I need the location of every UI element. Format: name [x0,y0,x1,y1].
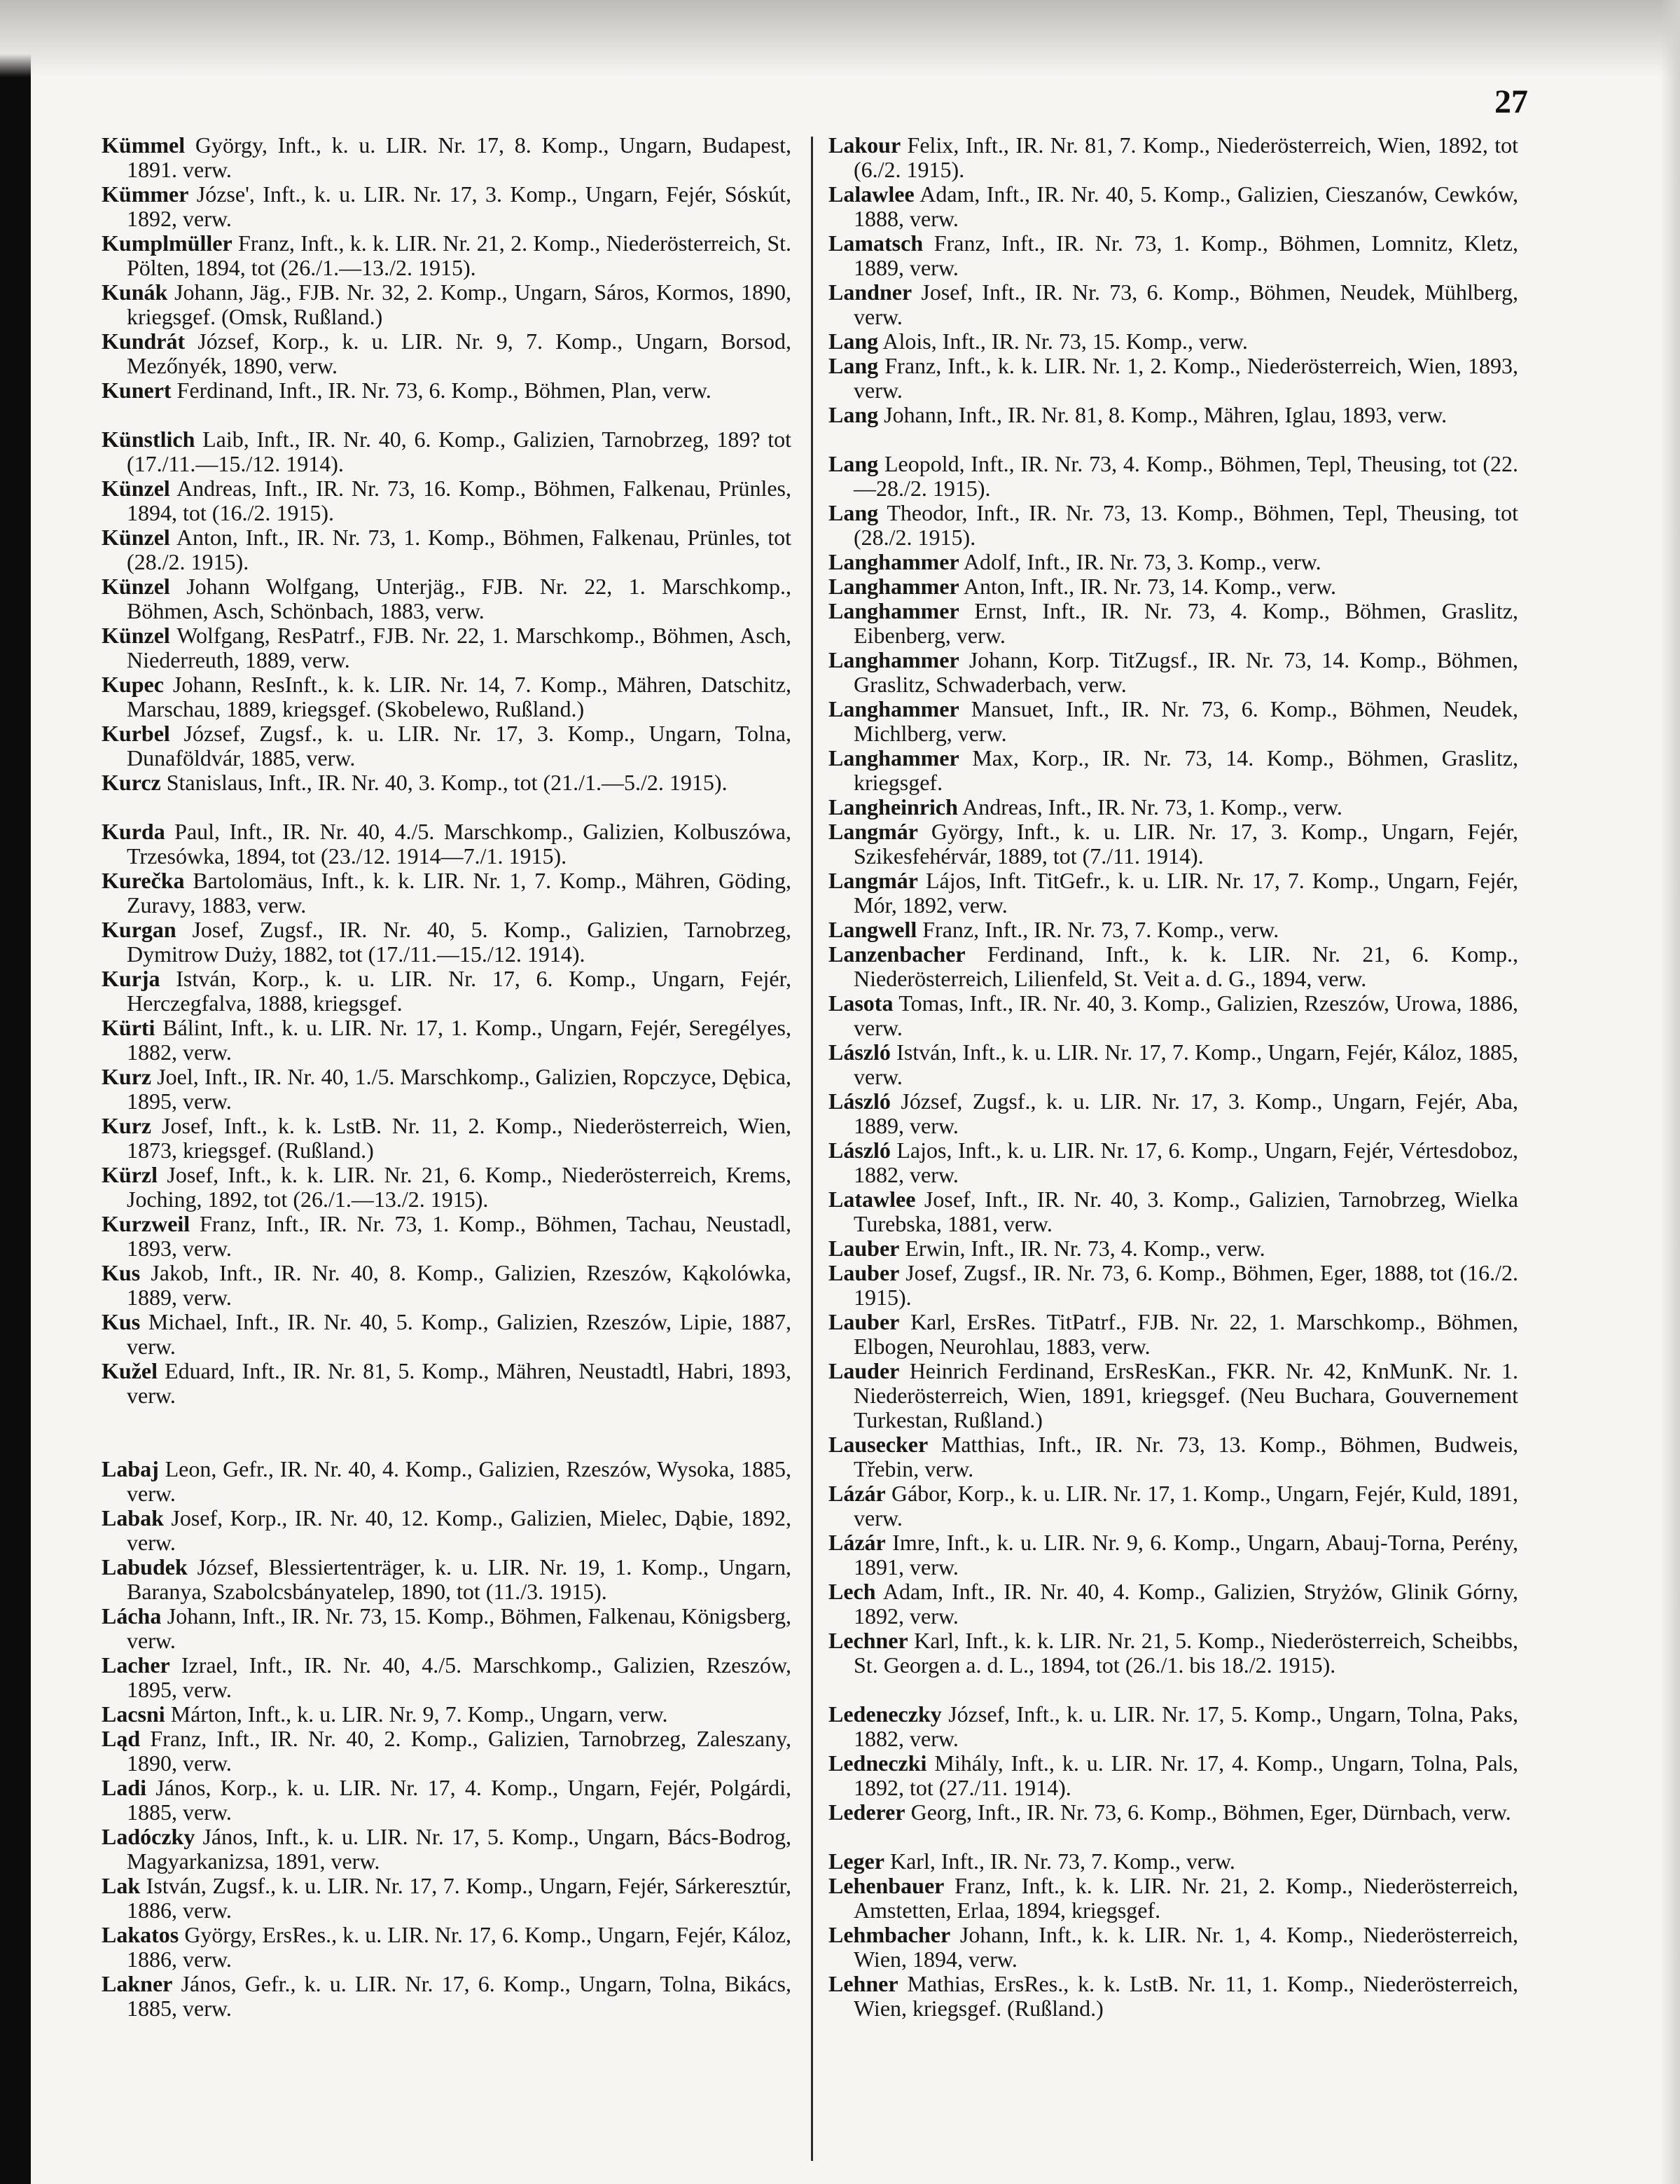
entry-surname: Lang [828,354,879,378]
entry-details: Adolf, Inft., IR. Nr. 73, 3. Komp., verw. [963,550,1321,574]
left-column [102,133,791,2021]
register-entry [102,525,791,574]
entry-details: Matthias, Inft., IR. Nr. 73, 13. Komp., Böhmen, Budweis, Třebin, verw. [854,1432,1518,1481]
entry-surname: Lamatsch [828,231,924,256]
entry-details: Andreas, Inft., IR. Nr. 73, 1. Komp., verw. [962,795,1342,820]
entry-details: Anton, Inft., IR. Nr. 73, 14. Komp., verw. [963,574,1336,599]
register-entry [828,991,1518,1040]
entry-details: Márton, Inft., k. u. LIR. Nr. 9, 7. Komp., Ungarn, verw. [170,1702,668,1727]
register-entry [828,1972,1518,2021]
register-entry [102,1653,791,1702]
entry-surname: Lak [102,1874,141,1898]
register-entry [828,697,1518,746]
entry-surname: Kurbel [102,721,170,746]
scan-top-shadow [0,0,1680,77]
entry-surname: Langwell [828,918,917,942]
register-entry [828,1310,1518,1359]
entry-surname: Lauber [828,1236,900,1261]
register-entry [828,1923,1518,1972]
register-entry [102,820,791,869]
scan-binding-edge [0,0,31,2184]
entry-details: Ferdinand, Inft., IR. Nr. 73, 6. Komp., Böhmen, Plan, verw. [176,378,711,403]
entry-details: Anton, Inft., IR. Nr. 73, 1. Komp., Böhmen, Falkenau, Prünles, tot (28./2. 1915). [127,525,791,574]
entry-details: Karl, ErsRes. TitPatrf., FJB. Nr. 22, 1. Marschkomp., Böhmen, Elbogen, Neurohlau, 1883, verw. [854,1310,1518,1359]
register-entry [828,1874,1518,1923]
entry-details: Ferdinand, Inft., k. k. LIR. Nr. 21, 6. Komp., Niederösterreich, Lilienfeld, St. Veit a. d. G., 1894, verw. [854,942,1518,991]
entry-surname: Leger [828,1849,884,1874]
entry-surname: Kürti [102,1016,155,1040]
entry-details: Eduard, Inft., IR. Nr. 81, 5. Komp., Mähren, Neustadtl, Habri, 1893, verw. [127,1359,791,1408]
entry-details: György, ErsRes., k. u. LIR. Nr. 17, 6. Komp., Ungarn, Fejér, Káloz, 1886, verw. [127,1923,791,1972]
register-entry [102,1016,791,1065]
entry-details: Bálint, Inft., k. u. LIR. Nr. 17, 1. Komp., Ungarn, Fejér, Seregélyes, 1882, verw. [127,1016,791,1065]
register-entry [828,133,1518,182]
entry-details: Ernst, Inft., IR. Nr. 73, 4. Komp., Böhmen, Graslitz, Eibenberg, verw. [854,599,1518,648]
entry-details: Theodor, Inft., IR. Nr. 73, 13. Komp., Böhmen, Tepl, Theusing, tot (28./2. 1915). [854,501,1518,550]
entry-surname: Kürzl [102,1163,158,1187]
register-entry [828,1580,1518,1629]
entry-details: Karl, Inft., k. k. LIR. Nr. 21, 5. Komp., Niederösterreich, Scheibbs, St. Georgen a. d. L., 1894, tot (26./1. bis 18./2. 1915). [854,1629,1518,1678]
register-entry [828,599,1518,648]
entry-surname: Langheinrich [828,795,958,820]
entry-details: Gábor, Korp., k. u. LIR. Nr. 17, 1. Komp., Ungarn, Fejér, Kuld, 1891, verw. [854,1481,1518,1530]
entry-details: Joel, Inft., IR. Nr. 40, 1./5. Marschkomp., Galizien, Ropczyce, Dębica, 1895, verw. [127,1065,791,1114]
entry-surname: László [828,1040,891,1065]
entry-details: Stanislaus, Inft., IR. Nr. 40, 3. Komp., tot (21./1.—5./2. 1915). [166,770,728,795]
register-entry [102,770,791,820]
register-entry [828,182,1518,231]
entry-details: Johann, Jäg., FJB. Nr. 32, 2. Komp., Ungarn, Sáros, Kormos, 1890, kriegsgef. (Omsk, Rußland.) [127,280,791,329]
register-entry [828,1751,1518,1800]
entry-surname: Kundrát [102,329,186,354]
register-entry [828,1261,1518,1310]
entry-details: János, Gefr., k. u. LIR. Nr. 17, 6. Komp., Ungarn, Tolna, Bikács, 1885, verw. [127,1972,791,2021]
entry-details: Franz, Inft., k. k. LIR. Nr. 1, 2. Komp., Niederösterreich, Wien, 1893, verw. [854,354,1518,403]
entry-surname: Lauber [828,1310,900,1334]
register-entry [828,746,1518,795]
entry-surname: Künzel [102,574,170,599]
entry-surname: Künstlich [102,427,195,452]
register-entry [102,476,791,525]
entry-details: Josef, Inft., k. k. LIR. Nr. 21, 6. Komp., Niederösterreich, Krems, Joching, 1892, tot (26./1.—13./2. 1915). [127,1163,791,1212]
entry-details: Josef, Zugsf., IR. Nr. 73, 6. Komp., Böhmen, Eger, 1888, tot (16./2. 1915). [854,1261,1518,1310]
register-entry [102,1065,791,1114]
entry-details: Lájos, Inft. TitGefr., k. u. LIR. Nr. 17, 7. Komp., Ungarn, Fejér, Mór, 1892, verw. [854,869,1518,918]
entry-surname: Langhammer [828,550,959,574]
entry-details: István, Korp., k. u. LIR. Nr. 17, 6. Komp., Ungarn, Fejér, Herczegfalva, 1888, kriegsgef. [127,967,791,1016]
entry-details: Johann, ResInft., k. k. LIR. Nr. 14, 7. Komp., Mähren, Datschitz, Marschau, 1889, kriegsgef. (Skobelewo, Rußland.) [127,672,791,721]
entry-surname: Kurzweil [102,1212,190,1236]
entry-surname: Labak [102,1506,164,1530]
entry-details: József, Zugsf., k. u. LIR. Nr. 17, 3. Komp., Ungarn, Tolna, Dunaföldvár, 1885, verw. [127,721,791,770]
register-entry [828,869,1518,918]
entry-surname: Lehenbauer [828,1874,945,1898]
entry-surname: Künzel [102,623,170,648]
entry-details: Lajos, Inft., k. u. LIR. Nr. 17, 6. Komp., Ungarn, Fejér, Vértesdoboz, 1882, verw. [854,1138,1518,1187]
entry-surname: Ląd [102,1727,141,1751]
entry-surname: Langhammer [828,648,959,672]
scan-right-shadow [1660,0,1680,2184]
entry-details: Franz, Inft., IR. Nr. 73, 1. Komp., Böhmen, Lomnitz, Kletz, 1889, verw. [854,231,1518,280]
entry-surname: Kus [102,1261,141,1285]
entry-details: Josef, Inft., IR. Nr. 40, 3. Komp., Galizien, Tarnobrzeg, Wielka Turebska, 1881, verw. [854,1187,1518,1236]
entry-surname: Lakour [828,133,901,158]
entry-surname: Kumplmüller [102,231,232,256]
register-entry [102,378,791,427]
entry-surname: Lehmbacher [828,1923,951,1947]
entry-surname: Kurcz [102,770,161,795]
entry-details: József, Blessiertenträger, k. u. LIR. Nr. 19, 1. Komp., Ungarn, Baranya, Szabolcsbányatelep, 1890, tot (11./3. 1915). [127,1555,791,1604]
entry-surname: Lanzenbacher [828,942,966,967]
entry-surname: Langhammer [828,697,959,721]
entry-details: Felix, Inft., IR. Nr. 81, 7. Komp., Niederösterreich, Wien, 1892, tot (6./2. 1915). [854,133,1518,182]
entry-surname: Kužel [102,1359,158,1383]
entry-surname: Langhammer [828,746,959,770]
entry-surname: Lacsni [102,1702,165,1727]
entry-details: Leopold, Inft., IR. Nr. 73, 4. Komp., Böhmen, Tepl, Theusing, tot (22.—28./2. 1915). [854,452,1518,501]
register-entry [828,550,1518,574]
column-divider [811,137,813,2161]
entry-details: Mansuet, Inft., IR. Nr. 73, 6. Komp., Böhmen, Neudek, Michlberg, verw. [854,697,1518,746]
entry-details: Johann Wolfgang, Unterjäg., FJB. Nr. 22, 1. Marschkomp., Böhmen, Asch, Schönbach, 1883, verw. [127,574,791,623]
entry-details: Johann, Korp. TitZugsf., IR. Nr. 73, 14. Komp., Böhmen, Graslitz, Schwaderbach, verw. [854,648,1518,697]
entry-details: Johann, Inft., k. k. LIR. Nr. 1, 4. Komp., Niederösterreich, Wien, 1894, verw. [854,1923,1518,1972]
register-entry [828,1187,1518,1236]
entry-surname: Lehner [828,1972,898,1996]
entry-details: Josef, Inft., k. k. LstB. Nr. 11, 2. Komp., Niederösterreich, Wien, 1873, kriegsgef. (Rußland.) [127,1114,791,1163]
entry-details: Mihály, Inft., k. u. LIR. Nr. 17, 4. Komp., Ungarn, Tolna, Pals, 1892, tot (27./11. 1914). [854,1751,1518,1800]
entry-surname: Latawlee [828,1187,916,1212]
entry-surname: Lázár [828,1481,886,1506]
register-entry [102,672,791,721]
entry-surname: Kunert [102,378,172,403]
entry-details: Josef, Inft., IR. Nr. 73, 6. Komp., Böhmen, Neudek, Mühlberg, verw. [854,280,1518,329]
entry-surname: Langmár [828,869,918,893]
entry-surname: Kurz [102,1114,152,1138]
register-entry [102,231,791,280]
entry-surname: Lakatos [102,1923,179,1947]
register-entry [102,133,791,182]
register-entry [828,231,1518,280]
register-entry [828,1800,1518,1849]
entry-details: János, Inft., k. u. LIR. Nr. 17, 5. Komp., Ungarn, Bács-Bodrog, Magyarkanizsa, 1891, verw. [127,1825,791,1874]
register-entry [828,1089,1518,1138]
entry-surname: László [828,1138,891,1163]
entry-details: Adam, Inft., IR. Nr. 40, 4. Komp., Galizien, Stryżów, Glinik Górny, 1892, verw. [854,1580,1518,1629]
entry-details: István, Inft., k. u. LIR. Nr. 17, 7. Komp., Ungarn, Fejér, Káloz, 1885, verw. [854,1040,1518,1089]
entry-details: Heinrich Ferdinand, ErsResKan., FKR. Nr. 42, KnMunK. Nr. 1. Niederösterreich, Wien, 1891, kriegsgef. (Neu Buchara, Gouvernement Turkestan, Rußland.) [854,1359,1518,1432]
register-entry [828,648,1518,697]
entry-surname: Ladi [102,1776,147,1800]
entry-surname: Lalawlee [828,182,915,207]
register-entry [828,1040,1518,1089]
entry-surname: Labaj [102,1457,159,1481]
entry-surname: Lechner [828,1629,908,1653]
page-number: 27 [1494,83,1528,120]
entry-details: Georg, Inft., IR. Nr. 73, 6. Komp., Böhmen, Eger, Dürnbach, verw. [910,1800,1511,1825]
register-entry [102,1702,791,1727]
register-entry [828,1432,1518,1481]
register-entry [102,1874,791,1923]
register-entry [102,869,791,918]
entry-surname: Lederer [828,1800,905,1825]
entry-surname: Ledneczki [828,1751,927,1776]
register-entry [828,1629,1518,1702]
entry-surname: Kurgan [102,918,176,942]
entry-surname: Lácha [102,1604,162,1629]
entry-details: József, Zugsf., k. u. LIR. Nr. 17, 3. Komp., Ungarn, Fejér, Aba, 1889, verw. [854,1089,1518,1138]
entry-surname: Ladóczky [102,1825,195,1849]
entry-surname: Lakner [102,1972,173,1996]
register-entry [102,1727,791,1776]
register-entry [102,1825,791,1874]
register-entry [828,1481,1518,1530]
entry-details: Johann, Inft., IR. Nr. 73, 15. Komp., Böhmen, Falkenau, Königsberg, verw. [127,1604,791,1653]
register-entry [828,1359,1518,1432]
entry-surname: Kunák [102,280,168,305]
entry-surname: Kus [102,1310,141,1334]
register-entry [828,280,1518,329]
entry-surname: Kümmer [102,182,189,207]
register-entry [828,918,1518,942]
entry-surname: Lauder [828,1359,900,1383]
register-entry [102,1310,791,1359]
register-entry [828,1702,1518,1751]
entry-details: József, Korp., k. u. LIR. Nr. 9, 7. Komp., Ungarn, Borsod, Mezőnyék, 1890, verw. [127,329,791,378]
entry-surname: Künzel [102,476,170,501]
entry-surname: Landner [828,280,912,305]
entry-details: Franz, Inft., IR. Nr. 73, 7. Komp., verw. [922,918,1279,942]
entry-details: Józse', Inft., k. u. LIR. Nr. 17, 3. Komp., Ungarn, Fejér, Sóskút, 1892, verw. [127,182,791,231]
register-entry [102,1457,791,1506]
register-entry [102,1776,791,1825]
register-entry [828,1849,1518,1874]
entry-details: Laib, Inft., IR. Nr. 40, 6. Komp., Galizien, Tarnobrzeg, 189? tot (17./11.—15./12. 1914). [127,427,791,476]
entry-details: Josef, Zugsf., IR. Nr. 40, 5. Komp., Galizien, Tarnobrzeg, Dymitrow Duży, 1882, tot (17./11.—15./12. 1914). [127,918,791,967]
entry-surname: Lausecker [828,1432,929,1457]
entry-details: Tomas, Inft., IR. Nr. 40, 3. Komp., Galizien, Rzeszów, Urowa, 1886, verw. [854,991,1518,1040]
entry-details: Max, Korp., IR. Nr. 73, 14. Komp., Böhmen, Graslitz, kriegsgef. [854,746,1518,795]
register-entry [102,1261,791,1310]
register-entry [102,1359,791,1408]
entry-details: Bartolomäus, Inft., k. k. LIR. Nr. 1, 7. Komp., Mähren, Göding, Zuravy, 1883, verw. [127,869,791,918]
entry-surname: Lang [828,452,879,476]
entry-surname: Kurečka [102,869,185,893]
entry-details: Erwin, Inft., IR. Nr. 73, 4. Komp., verw. [905,1236,1265,1261]
entry-details: Michael, Inft., IR. Nr. 40, 5. Komp., Galizien, Rzeszów, Lipie, 1887, verw. [127,1310,791,1359]
register-entry [102,574,791,623]
entry-details: Wolfgang, ResPatrf., FJB. Nr. 22, 1. Marschkomp., Böhmen, Asch, Niederreuth, 1889, verw. [127,623,791,672]
entry-surname: Langhammer [828,599,959,623]
register-entry [828,1138,1518,1187]
register-entry [828,1530,1518,1580]
entry-details: Adam, Inft., IR. Nr. 40, 5. Komp., Galizien, Cieszanów, Cewków, 1888, verw. [854,182,1518,231]
entry-surname: Lang [828,403,879,427]
entry-surname: Lasota [828,991,894,1016]
entry-details: György, Inft., k. u. LIR. Nr. 17, 8. Komp., Ungarn, Budapest, 1891. verw. [127,133,791,182]
register-entry [828,354,1518,403]
register-entry [102,967,791,1016]
entry-details: Franz, Inft., IR. Nr. 73, 1. Komp., Böhmen, Tachau, Neustadl, 1893, verw. [127,1212,791,1261]
entry-surname: Ledeneczky [828,1702,942,1727]
entry-surname: Kupec [102,672,164,697]
entry-details: Jakob, Inft., IR. Nr. 40, 8. Komp., Galizien, Rzeszów, Kąkolówka, 1889, verw. [127,1261,791,1310]
register-entry [102,427,791,476]
entry-details: Karl, Inft., IR. Nr. 73, 7. Komp., verw. [889,1849,1235,1874]
entry-surname: Langhammer [828,574,959,599]
register-entry [102,329,791,378]
entry-surname: Lang [828,329,879,354]
entry-surname: Kurja [102,967,160,991]
register-entry [102,1114,791,1163]
entry-surname: Lech [828,1580,876,1604]
register-entry [828,795,1518,820]
register-entry [102,1163,791,1212]
register-entry [102,1604,791,1653]
register-entry [102,1555,791,1604]
register-entry [828,1236,1518,1261]
entry-details: Josef, Korp., IR. Nr. 40, 12. Komp., Galizien, Mielec, Dąbie, 1892, verw. [127,1506,791,1555]
register-entry [102,918,791,967]
entry-details: Paul, Inft., IR. Nr. 40, 4./5. Marschkomp., Galizien, Kolbuszówa, Trzesówka, 1894, tot (23./12. 1914—7./1. 1915). [127,820,791,869]
register-entry [102,1972,791,2021]
entry-details: Franz, Inft., IR. Nr. 40, 2. Komp., Galizien, Tarnobrzeg, Zaleszany, 1890, verw. [127,1727,791,1776]
register-entry [828,820,1518,869]
entry-details: József, Inft., k. u. LIR. Nr. 17, 5. Komp., Ungarn, Tolna, Paks, 1882, verw. [854,1702,1518,1751]
entry-details: Imre, Inft., k. u. LIR. Nr. 9, 6. Komp., Ungarn, Abauj-Torna, Perény, 1891, verw. [854,1530,1518,1580]
register-entry [828,403,1518,452]
entry-details: István, Zugsf., k. u. LIR. Nr. 17, 7. Komp., Ungarn, Fejér, Sárkeresztúr, 1886, verw. [127,1874,791,1923]
entry-surname: Labudek [102,1555,188,1580]
entry-details: Leon, Gefr., IR. Nr. 40, 4. Komp., Galizien, Rzeszów, Wysoka, 1885, verw. [127,1457,791,1506]
entry-details: György, Inft., k. u. LIR. Nr. 17, 3. Komp., Ungarn, Fejér, Szikesfehérvár, 1889, tot (7./11. 1914). [854,820,1518,869]
register-entry [828,452,1518,501]
entry-surname: Lauber [828,1261,900,1285]
entry-surname: László [828,1089,891,1114]
section-gap [102,1408,791,1457]
entry-surname: Kurda [102,820,165,844]
entry-surname: Kümmel [102,133,186,158]
entry-surname: Lázár [828,1530,886,1555]
register-entry [102,1212,791,1261]
entry-surname: Lang [828,501,879,525]
entry-details: Mathias, ErsRes., k. k. LstB. Nr. 11, 1. Komp., Niederösterreich, Wien, kriegsgef. (Rußland.) [854,1972,1518,2021]
register-entry [102,280,791,329]
right-column [828,133,1518,2021]
register-entry [828,574,1518,599]
entry-surname: Lacher [102,1653,170,1678]
entry-details: Alois, Inft., IR. Nr. 73, 15. Komp., verw. [882,329,1248,354]
register-entry [828,501,1518,550]
entry-details: Johann, Inft., IR. Nr. 81, 8. Komp., Mähren, Iglau, 1893, verw. [884,403,1448,427]
register-entry [102,1923,791,1972]
entry-details: Andreas, Inft., IR. Nr. 73, 16. Komp., Böhmen, Falkenau, Prünles, 1894, tot (16./2. 1915). [127,476,791,525]
register-entry [102,182,791,231]
register-entry [828,942,1518,991]
entry-details: János, Korp., k. u. LIR. Nr. 17, 4. Komp., Ungarn, Fejér, Polgárdi, 1885, verw. [127,1776,791,1825]
entry-surname: Kurz [102,1065,152,1089]
entry-surname: Künzel [102,525,170,550]
entry-details: Franz, Inft., k. k. LIR. Nr. 21, 2. Komp., Niederösterreich, Amstetten, Erlaa, 1894, kriegsgef. [854,1874,1518,1923]
entry-details: Izrael, Inft., IR. Nr. 40, 4./5. Marschkomp., Galizien, Rzeszów, 1895, verw. [127,1653,791,1702]
entry-surname: Langmár [828,820,918,844]
register-entry [102,721,791,770]
register-entry [102,623,791,672]
entry-details: Franz, Inft., k. k. LIR. Nr. 21, 2. Komp., Niederösterreich, St. Pölten, 1894, tot (26./1.—13./2. 1915). [127,231,791,280]
register-entry [102,1506,791,1555]
register-entry [828,329,1518,354]
